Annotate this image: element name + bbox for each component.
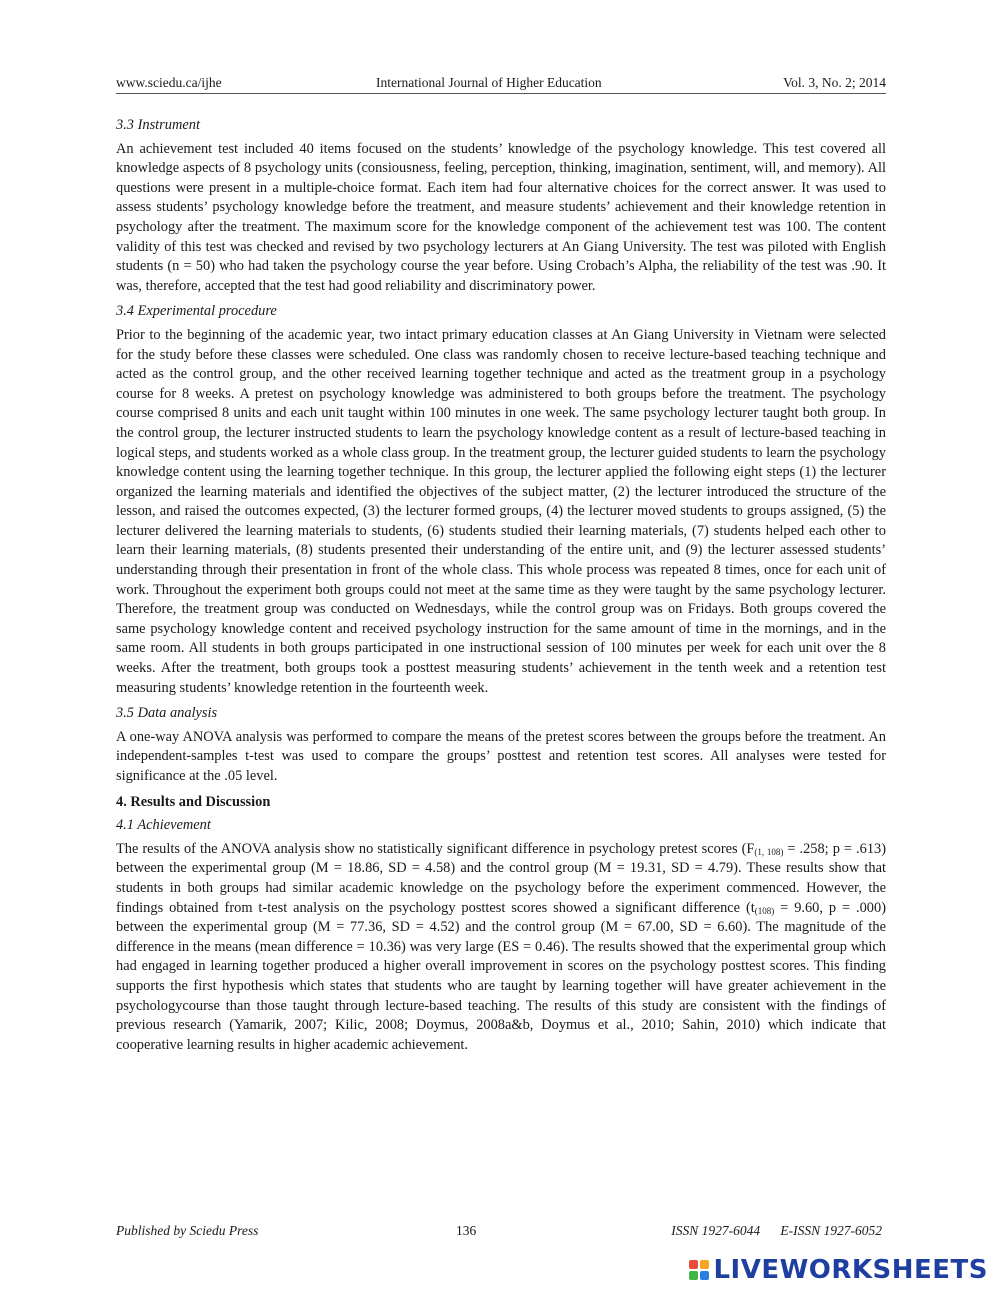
logo-square-green [689,1271,698,1280]
paragraph-data-analysis: A one-way ANOVA analysis was performed to compare the means of the pretest scores between the groups before the treatment. An independent-samples t-test was used to compare the groups’ posttest and retention test scores. All analyses were tested for significance at the .05 level. [116,728,886,784]
achievement-text-part-1: The results of the ANOVA analysis show no statistically significant difference in psychology pretest scores (F [116,840,755,857]
journal-url: www.sciedu.ca/ijhe [116,75,222,90]
volume-issue: Vol. 3, No. 2; 2014 [783,75,886,90]
watermark-text: LIVEWORKSHEETS [713,1255,988,1285]
paragraph-experimental-procedure: Prior to the beginning of the academic year, two intact primary education classes at An Giang University in Vietnam were selected for the study before these classes were scheduled. One class was randomly chosen to receive lecture-based teaching technique and acted as the control group, and the other received learning together technique and acted as the treatment group in a psychology course for 8 weeks. A pretest on psychology knowledge was administered to both groups before the treatment. The psychology course comprised 8 units and each unit taught within 100 minutes in one week. The same psychology lecturer taught both group. In the control group, the lecturer instructed students to learn the psychology knowledge content as a result of lecture-based teaching in logical steps, and students worked as a whole class group. In the treatment group, the lecturer guided students to learn the psychology knowledge content using the learning together technique. In this group, the lecturer applied the following eight steps (1) the lecturer organized the learning materials and identified the objectives of the subject matter, (2) the lecturer introduced the structure of the lesson, and raised the outcomes expected, (3) the lecturer formed groups, (4) the lecturer moved students to groups assigned, (5) the lecturer delivered the learning materials to students, (6) students studied their learning materials, (7) students helped each other to learn their learning materials, (8) students presented their understanding of the entire unit, and (9) the lecturer assessed students’ understanding through their presentation in front of the whole class. This whole process was repeated 8 times, once for each unit of work. Throughout the experiment both groups could not meet at the same time as they were taught by the same psychology lecturer. Therefore, the treatment group was conducted on Wednesdays, while the control group was on Fridays. Both groups covered the same psychology knowledge content and received psychology instruction for the same amount of time in the mornings, and in the same room. All students in both groups participated in one instructional session of 100 minutes per week for each unit over the 8 weeks. After the treatment, both groups took a posttest measuring students’ achievement in the tenth week and a retention test measuring students’ knowledge retention in the fourteenth week. [116,326,886,696]
liveworksheets-logo-icon [689,1260,709,1280]
paragraph-achievement [116,840,886,1056]
running-header [116,75,886,94]
section-heading-results: 4. Results and Discussion [116,793,271,810]
liveworksheets-watermark [689,1256,988,1284]
achievement-text-part-2: = .258; p = .613) between the experimental group (M = 18.86, SD = 4.58) and the control group (M = 19.31, SD = 4.79). These results show that students in both groups had similar academic knowledge on the psychology before the experiment commenced. However, the findings obtained from t-test analysis on the psychology posttest scores showed a significant difference (t [116,840,887,916]
section-heading-experimental-procedure: 3.4 Experimental procedure [116,303,277,320]
page-number: 136 [456,1223,477,1238]
publisher: Published by Sciedu Press [116,1223,259,1238]
achievement-text-part-3: = 9.60, p = .000) between the experimental group (M = 77.36, SD = 4.52) and the control group (M = 67.00, SD = 6.60). The magnitude of the difference in the means (mean difference = 10.36) was very large (ES = 0.46). The results showed that the experimental group which had engaged in learning together produced a higher overall improvement in scores on the psychology posttest scores. This finding supports the first hypothesis which states that students who are taught by learning together will have greater achievement in the psychologycourse than those taught through lecture-based teaching. The results of this study are consistent with the findings of previous research (Yamarik, 2007; Kilic, 2008; Doymus, 2008a&b, Doymus et al., 2010; Sahin, 2010) which indicate that cooperative learning results in higher academic achievement. [116,899,886,1053]
paragraph-instrument: An achievement test included 40 items focused on the students’ knowledge of the psychology knowledge. This test covered all knowledge aspects of 8 psychology units (consiousness, feeling, perception, thinking, imagination, sentiment, will, and memory). All questions were present in a multiple-choice format. Each item had four alternative choices for the correct answer. It was used to assess students’ psychology knowledge before the treatment, and measure students’ achievement and their knowledge retention in psychology after the treatment. The maximum score for the knowledge component of the achievement test was 100. The content validity of this test was checked and revised by two psychology lecturers at An Giang University. The test was piloted with English students (n = 50) who had taken the psychology course the year before. Using Crobach’s Alpha, the reliability of the test was .90. It was, therefore, accepted that the test had good reliability and discriminatory power. [116,140,886,294]
logo-square-blue [700,1271,709,1280]
section-heading-data-analysis: 3.5 Data analysis [116,705,218,722]
t-statistic-df: (108) [754,905,775,916]
issn: ISSN 1927-6044 E-ISSN 1927-6052 [671,1223,882,1238]
f-statistic-df: (1, 108) [754,846,784,857]
section-heading-achievement: 4.1 Achievement [116,817,211,834]
article-body [116,116,886,1061]
logo-square-orange [700,1260,709,1269]
section-heading-instrument: 3.3 Instrument [116,117,200,133]
journal-name: International Journal of Higher Education [376,75,602,90]
logo-square-red [689,1260,698,1269]
